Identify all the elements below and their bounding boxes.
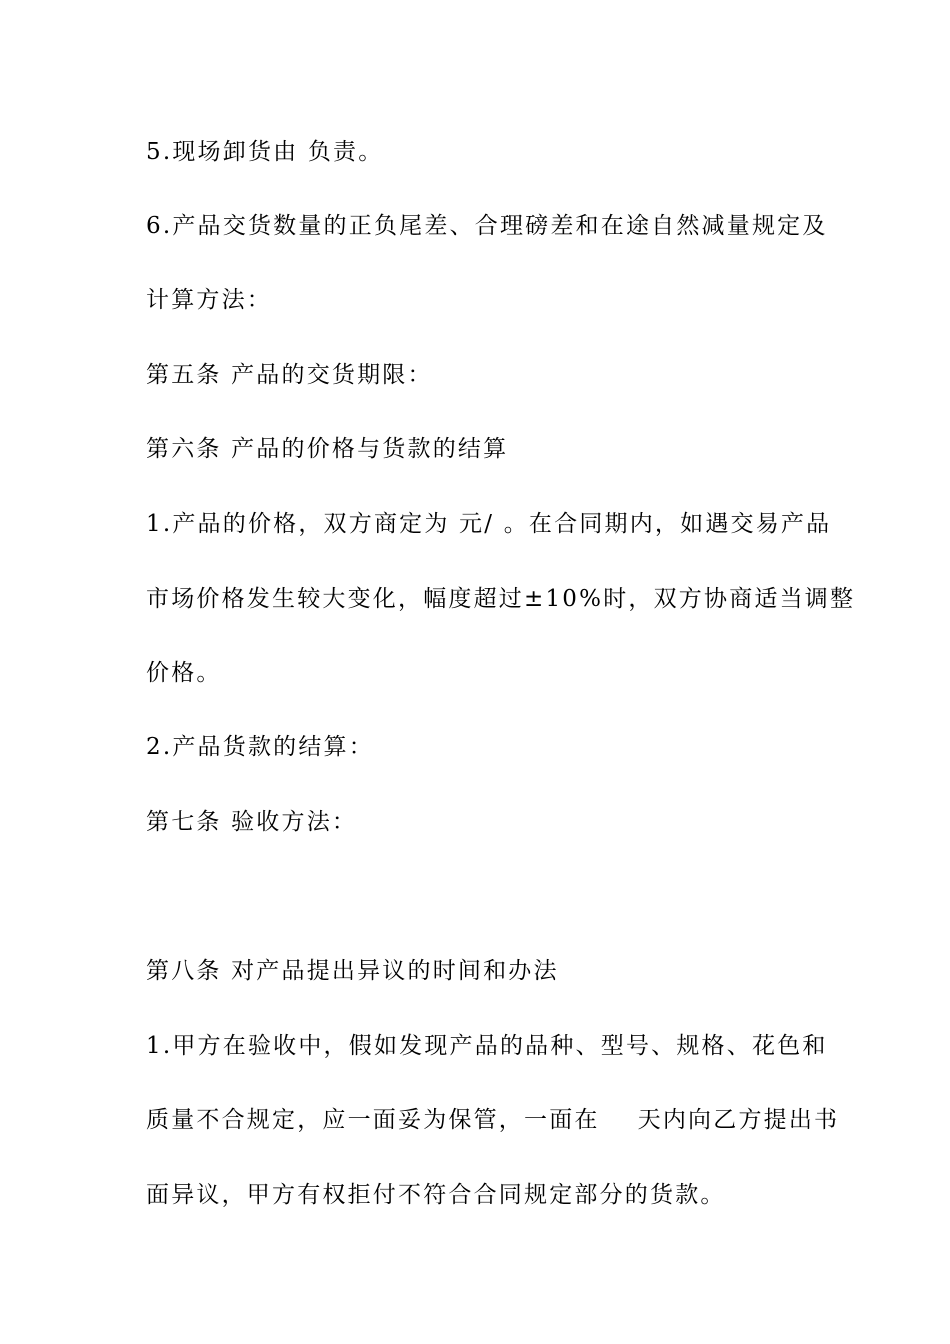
clause-5-item-5: 5.现场卸货由 负责。 bbox=[146, 139, 384, 165]
article-8-item-1-line-3: 面异议，甲方有权拒付不符合合同规定部分的货款。 bbox=[146, 1182, 726, 1208]
clause-5-item-6-line-2: 计算方法： bbox=[146, 287, 272, 313]
article-7-heading: 第七条 验收方法： bbox=[146, 809, 358, 835]
article-8-item-1-line-2: 质量不合规定，应一面妥为保管，一面在 天内向乙方提出书 bbox=[146, 1107, 840, 1133]
clause-5-item-6-line-1: 6.产品交货数量的正负尾差、合理磅差和在途自然减量规定及 bbox=[146, 213, 828, 239]
article-6-item-1-line-2: 市场价格发生较大变化，幅度超过±10%时，双方协商适当调整 bbox=[146, 586, 856, 612]
article-8-item-1-line-1: 1.甲方在验收中，假如发现产品的品种、型号、规格、花色和 bbox=[146, 1033, 828, 1059]
article-6-item-1-line-3: 价格。 bbox=[146, 660, 222, 686]
article-6-item-1-line-1: 1.产品的价格，双方商定为 元/ 。在合同期内，如遇交易产品 bbox=[146, 511, 832, 537]
article-8-heading: 第八条 对产品提出异议的时间和办法 bbox=[146, 958, 559, 984]
article-6-heading: 第六条 产品的价格与货款的结算 bbox=[146, 436, 509, 462]
article-6-item-2: 2.产品货款的结算： bbox=[146, 734, 374, 760]
article-5-heading: 第五条 产品的交货期限： bbox=[146, 362, 433, 388]
